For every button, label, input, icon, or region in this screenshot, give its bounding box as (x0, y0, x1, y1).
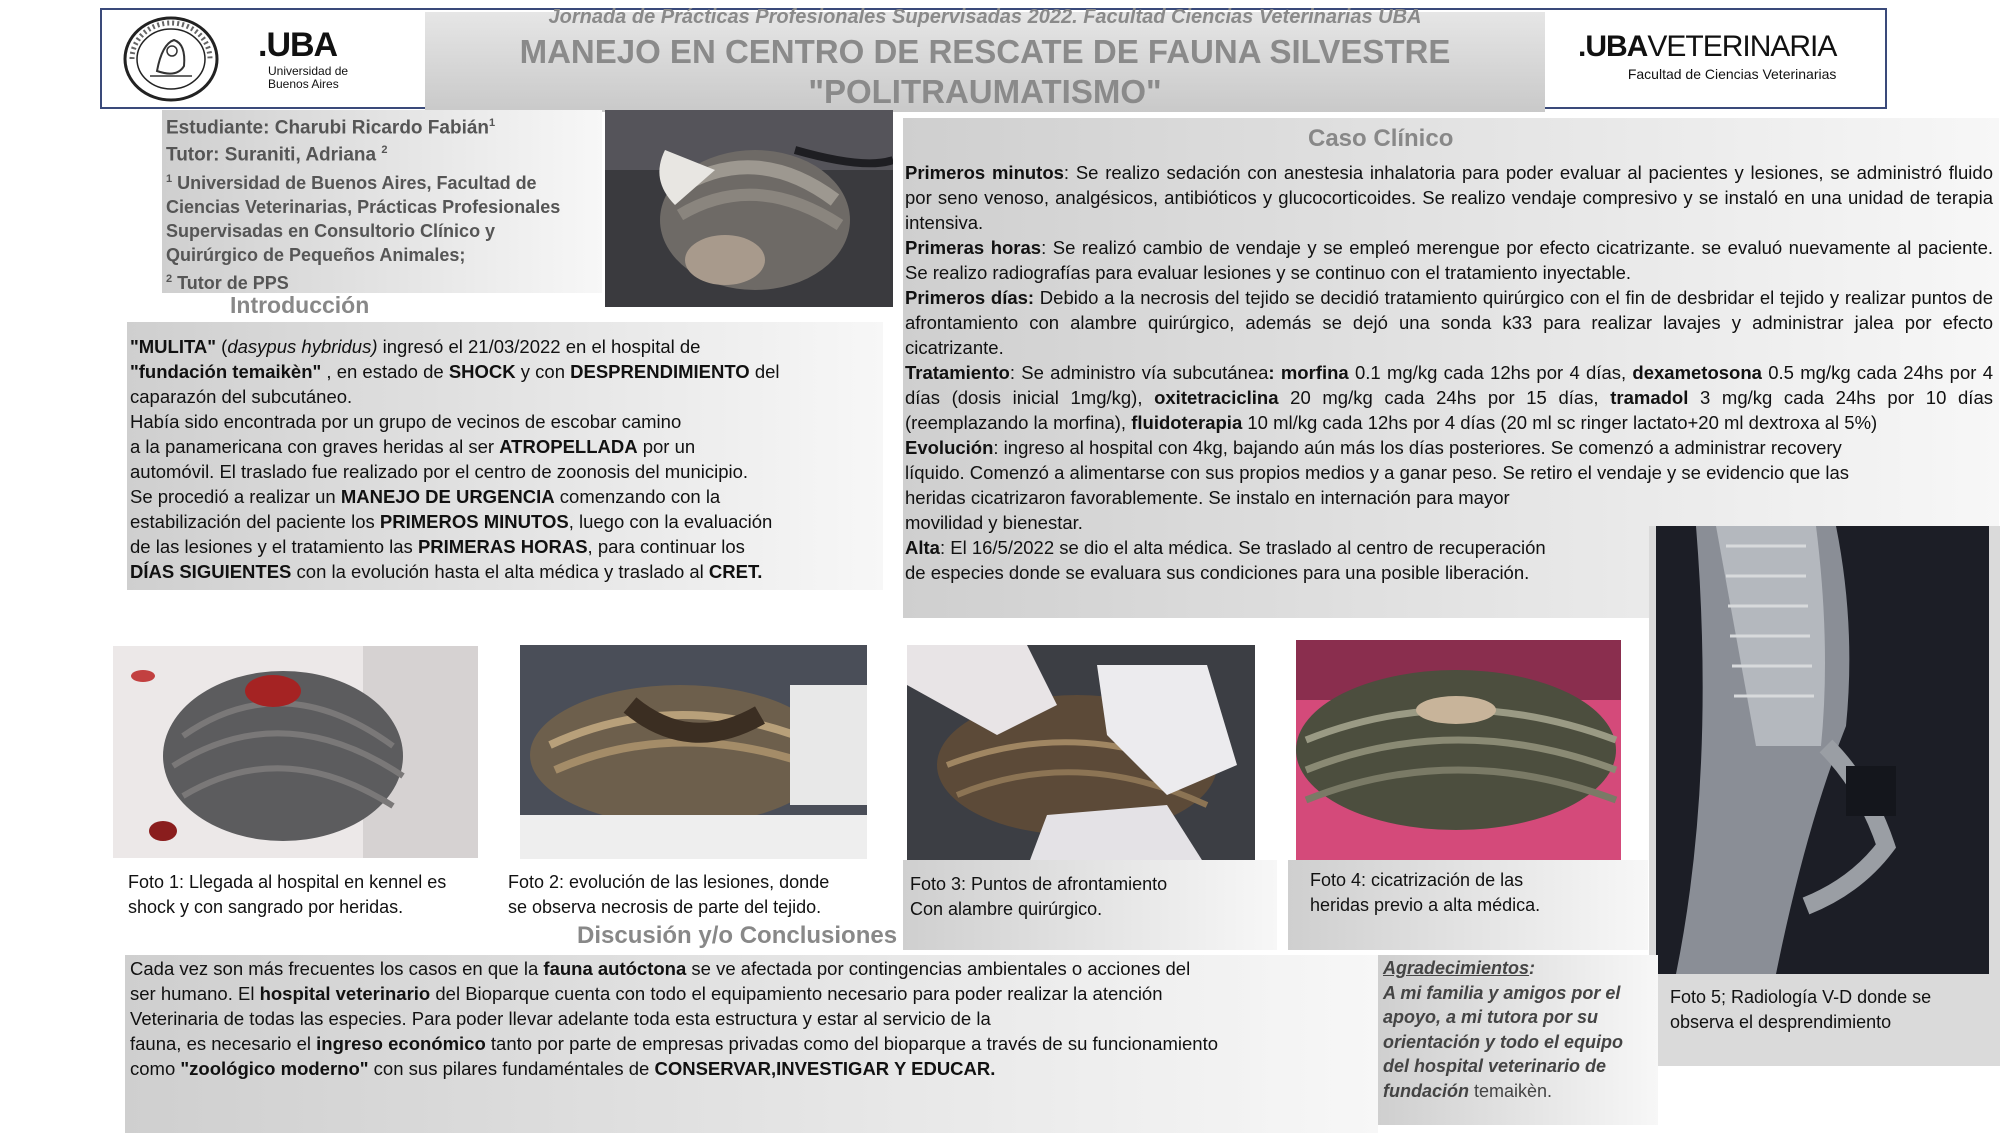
tratamiento-text: 20 mg/kg cada 24hs por 15 días, (1278, 387, 1611, 408)
uba-logo-left-sub1: Universidad de (268, 64, 349, 78)
evolucion-line: : ingreso al hospital con 4kg, bajando aún más los días posteriores. Se comenzó a administrar recovery (993, 437, 1842, 458)
aff1-line2: Ciencias Veterinarias, Prácticas Profesionales (166, 196, 561, 217)
photo-1-caption (128, 870, 498, 920)
conference-name: Jornada de Prácticas Profesionales Supervisadas 2022. Facultad Ciencias Veterinarias UBA (548, 6, 1422, 28)
uba-vet-logo-rest: VETERINARIA (1647, 30, 1837, 63)
photo-4-caption (1310, 868, 1650, 918)
uba-vet-logo-sub: Facultad de Ciencias Veterinarias (1627, 66, 1837, 82)
disc-pilares: CONSERVAR,INVESTIGAR Y EDUCAR. (654, 1058, 996, 1079)
student-sup: 1 (489, 117, 496, 129)
photo-2-caption (508, 870, 883, 920)
intro-text-span: del (749, 361, 780, 382)
intro-text-span: , en estado de (321, 361, 449, 382)
caption-line: Foto 5; Radiología V-D donde se (1670, 987, 1932, 1007)
intro-text-span: con la evolución hasta el alta médica y traslado al (291, 561, 709, 582)
intro-line: Había sido encontrada por un grupo de vecinos de escobar camino (130, 411, 682, 432)
primeros-minutos-label: Primeros minutos (905, 162, 1064, 183)
poster-title-line2: "POLITRAUMATISMO" (808, 73, 1162, 110)
alta-label: Alta (905, 537, 940, 558)
drug-morfina: : morfina (1268, 362, 1349, 383)
disc-span: ser humano. El (130, 983, 260, 1004)
alta-line: de especies donde se evaluara sus condiciones para una posible liberación. (905, 562, 1530, 583)
photo-5-radiograph (1656, 526, 1989, 974)
tratamiento-text: 10 ml/kg cada 12hs por 4 días (20 ml sc ringer lactato+20 ml dextroxa al 5%) (1242, 412, 1878, 433)
intro-text-span: a la panamericana con graves heridas al ser (130, 436, 500, 457)
disc-ingreso-economico: ingreso económico (316, 1033, 486, 1054)
discussion-text (130, 956, 1370, 1081)
caption-line: observa el desprendimiento (1670, 1012, 1892, 1032)
tratamiento-text: : Se administro vía subcutánea (1009, 362, 1269, 383)
thanks-fundacion: fundación (1383, 1080, 1469, 1101)
caption-line: se observa necrosis de parte del tejido. (508, 897, 822, 917)
uba-seal-logo (122, 16, 220, 102)
intro-text-span: y con (515, 361, 571, 382)
intro-primeros-minutos: PRIMEROS MINUTOS (379, 511, 569, 532)
intro-line: automóvil. El traslado fue realizado por el centro de zoonosis del municipio. (130, 461, 749, 482)
intro-primeras-horas: PRIMERAS HORAS (417, 536, 588, 557)
intro-fundacion: "fundación temaikèn" (130, 361, 322, 382)
disc-hospital-veterinario: hospital veterinario (259, 983, 431, 1004)
caso-heading: Caso Clínico (1308, 125, 1454, 152)
intro-text-span: comenzando con la (554, 486, 721, 507)
intro-line: caparazón del subcutáneo. (130, 386, 353, 407)
caso-text (905, 160, 1993, 585)
drug-oxitetraciclina: oxitetraciclina (1154, 387, 1279, 408)
intro-heading: Introducción (230, 292, 370, 318)
intro-text-span: ( (216, 336, 228, 357)
evolucion-block (905, 435, 1993, 535)
poster-title-line1: MANEJO EN CENTRO DE RESCATE DE FAUNA SILVESTRE (519, 33, 1451, 70)
uba-veterinaria-logo (1578, 30, 1836, 82)
thanks-line: apoyo, a mi tutora por su (1383, 1007, 1599, 1027)
intro-manejo: MANEJO DE URGENCIA (340, 486, 555, 507)
aff2-sup: 2 (166, 272, 173, 285)
evolucion-line: heridas cicatrizaron favorablemente. Se instalo en internación para mayor (905, 487, 1510, 508)
discussion-heading: Discusión y/o Conclusiones (577, 922, 898, 949)
tratamiento-text: 0.5 mg/kg cada 24hs por 4 días (dosis inicial 1mg/kg), (905, 362, 1993, 408)
aff1-line4: Quirúrgico de Pequeños Animales; (166, 244, 466, 265)
armadillo-bandaged-photo (605, 110, 893, 307)
primeras-horas-label: Primeras horas (905, 237, 1042, 258)
intro-text-span: de las lesiones y el tratamiento las (130, 536, 418, 557)
disc-line: Veterinaria de todas las especies. Para poder llevar adelante toda esta estructura y estar al servicio de la (130, 1008, 991, 1029)
tutor-name: Tutor: Suraniti, Adriana (166, 144, 377, 166)
intro-shock: SHOCK (448, 361, 516, 382)
intro-text (130, 334, 882, 584)
tratamiento-text: 3 mg/kg cada 24hs por 10 días (reemplazando la morfina), (905, 387, 1993, 433)
caption-line: Foto 2: evolución de las lesiones, donde (508, 872, 830, 892)
aff1-line1: Universidad de Buenos Aires, Facultad de (177, 172, 537, 193)
drug-dexametosona: dexametosona (1632, 362, 1762, 383)
caption-line: Con alambre quirúrgico. (910, 899, 1103, 919)
intro-dias-siguientes: DÍAS SIGUIENTES (130, 561, 292, 582)
caption-line: Foto 4: cicatrización de las (1310, 870, 1524, 890)
photo-2-armadillo-lesions (520, 645, 867, 859)
evolucion-label: Evolución (905, 437, 994, 458)
thanks-line: orientación y todo el equipo (1383, 1031, 1624, 1052)
aff1-line3: Supervisadas en Consultorio Clínico y (166, 220, 496, 241)
disc-span: como (130, 1058, 181, 1079)
caption-line: Foto 1: Llegada al hospital en kennel es (128, 872, 447, 892)
disc-span: del Bioparque cuenta con todo el equipamiento necesario para poder realizar la atención (430, 983, 1163, 1004)
caption-line: shock y con sangrado por heridas. (128, 897, 404, 917)
intro-text-span: ingresó el 21/03/2022 en el hospital de (377, 336, 701, 357)
intro-species: dasypus hybridus) (227, 336, 378, 357)
photo-1-armadillo-kennel (113, 646, 478, 858)
authors-block (166, 112, 606, 295)
tutor-sup: 2 (381, 144, 388, 157)
caption-line: Foto 3: Puntos de afrontamiento (910, 874, 1168, 894)
thanks-title: Agradecimientos (1383, 958, 1530, 978)
uba-vet-logo-main: .UBA (1578, 30, 1648, 63)
acknowledgements (1383, 956, 1658, 1103)
uba-logo-left-main: .UBA (258, 26, 338, 64)
disc-zoologico-moderno: "zoológico moderno" (180, 1058, 369, 1079)
photo-5-caption (1670, 985, 1995, 1035)
poster-title (425, 32, 1545, 112)
thanks-line: A mi familia y amigos por el (1383, 982, 1621, 1003)
drug-fluidoterapia: fluidoterapia (1131, 412, 1243, 433)
disc-span: con sus pilares fundaméntales de (368, 1058, 655, 1079)
intro-text-span: , luego con la evaluación (568, 511, 773, 532)
disc-span: fauna, es necesario el (130, 1033, 317, 1054)
intro-mulita: "MULITA" (130, 336, 217, 357)
primeros-dias-label: Primeros días: (905, 287, 1035, 308)
intro-text-span: estabilización del paciente los (130, 511, 380, 532)
drug-tramadol: tramadol (1610, 387, 1689, 408)
aff1-sup: 1 (166, 172, 173, 185)
intro-text-span: por un (637, 436, 696, 457)
thanks-colon: : (1529, 958, 1536, 978)
thanks-temaiken: temaikèn. (1469, 1080, 1553, 1101)
tratamiento-text: 0.1 mg/kg cada 12hs por 4 días, (1348, 362, 1633, 383)
student-name: Estudiante: Charubi Ricardo Fabián (166, 117, 490, 139)
photo-3-caption (910, 872, 1270, 922)
aff2-text: Tutor de PPS (177, 272, 289, 293)
intro-text-span: , para continuar los (587, 536, 745, 557)
caption-line: heridas previo a alta médica. (1310, 895, 1541, 915)
intro-cret: CRET. (708, 561, 763, 582)
evolucion-line: movilidad y bienestar. (905, 512, 1083, 533)
thanks-line: del hospital veterinario de (1383, 1056, 1607, 1076)
evolucion-line: líquido. Comenzó a alimentarse con sus propios medios y a ganar peso. Se retiro el vendaje y se evidencio que las (905, 462, 1850, 483)
photo-4-healed-wounds (1296, 640, 1621, 863)
tratamiento-label: Tratamiento (905, 362, 1010, 383)
disc-span: tanto por parte de empresas privadas como del bioparque a través de su funcionamiento (485, 1033, 1218, 1054)
disc-fauna-autoctona: fauna autóctona (543, 958, 687, 979)
disc-span: se ve afectada por contingencias ambientales o acciones del (686, 958, 1191, 979)
photo-3-surgical-sutures (907, 645, 1255, 868)
primeros-minutos-text: : Se realizo sedación con anestesia inhalatoria para poder evaluar al pacientes y lesiones, se administró fluido por seno venoso, analgésicos, antibióticos y glucocorticoides. Se realizo vendaje compresivo y se instaló en una unidad de terapia intensiva. (905, 162, 1993, 233)
disc-span: Cada vez son más frecuentes los casos en que la (130, 958, 544, 979)
primeras-horas-text: : Se realizó cambio de vendaje y se empleó merengue por efecto cicatrizante. se evaluó nuevamente al paciente. Se realizo radiografías para evaluar lesiones y se continuo con el tratamiento inyectable. (905, 237, 1993, 283)
intro-text-span: Se procedió a realizar un (130, 486, 341, 507)
intro-desprendimiento: DESPRENDIMIENTO (570, 361, 750, 382)
uba-logo-left (258, 26, 348, 91)
uba-logo-left-sub2: Buenos Aires (268, 77, 339, 91)
primeros-dias-text: Debido a la necrosis del tejido se decidió tratamiento quirúrgico con el fin de desbridar el tejido y realizar puntos de afrontamiento con alambre quirúrgico, además se dejó una sonda k33 para realizar lavajes y administrar jalea por efecto cicatrizante. (905, 287, 1993, 358)
alta-line: : El 16/5/2022 se dio el alta médica. Se traslado al centro de recuperación (939, 537, 1546, 558)
intro-atropellada: ATROPELLADA (499, 436, 638, 457)
